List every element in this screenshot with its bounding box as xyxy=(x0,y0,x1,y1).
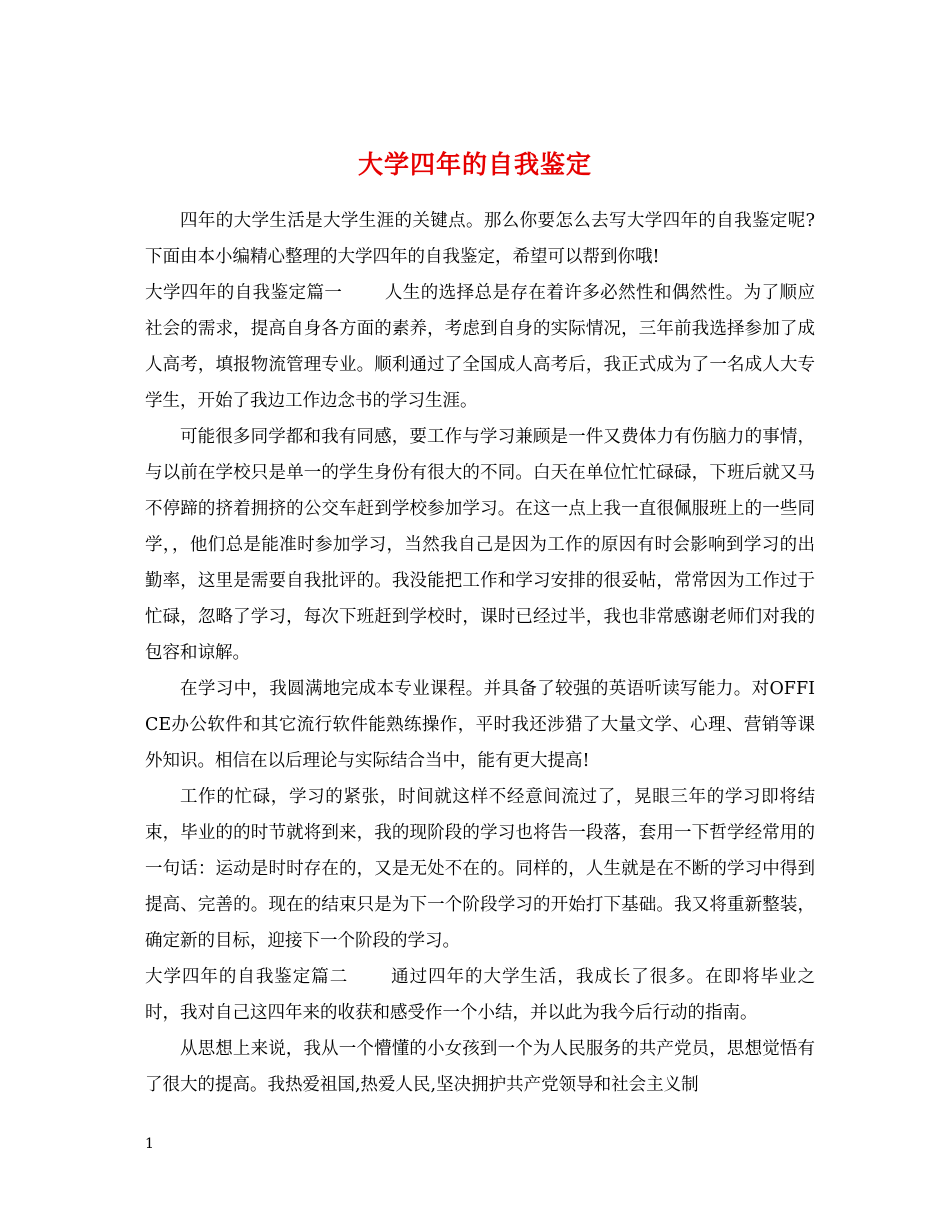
paragraph-text: 通过四年的大学生活，我成长了很多。在即将毕业之时，我对自己这四年来的收获和感受作一个小结，并以此为我今后行动的指南。 xyxy=(145,967,816,1023)
document-body xyxy=(145,203,815,1103)
document-title: 大学四年的自我鉴定 xyxy=(357,149,592,179)
paragraph-text: 四年的大学生活是大学生涯的关键点。那么你要怎么去写大学四年的自我鉴定呢?下面由本小编精心整理的大学四年的自我鉴定，希望可以帮到你哦! xyxy=(145,211,815,267)
paragraph-section-one xyxy=(145,275,815,419)
paragraph-text: 人生的选择总是存在着许多必然性和偶然性。为了顺应社会的需求，提高自身各方面的素养，考虑到自身的实际情况，三年前我选择参加了成人高考，填报物流管理专业。顺利通过了全国成人高考后，我正式成为了一名成人大专学生，开始了我边工作边念书的学习生涯。 xyxy=(145,283,816,411)
section-heading: 大学四年的自我鉴定篇二 xyxy=(145,967,349,987)
page-number: 1 xyxy=(145,1136,154,1152)
paragraph-work-study xyxy=(145,419,815,671)
paragraph-ideology xyxy=(145,1031,815,1103)
paragraph-text: 可能很多同学都和我有同感，要工作与学习兼顾是一件又费体力有伤脑力的事情，与以前在学校只是单一的学生身份有很大的不同。白天在单位忙忙碌碌，下班后就又马不停蹄的挤着拥挤的公交车赶到学校参加学习。在这一点上我一直很佩服班上的一些同学，，他们总是能准时参加学习，当然我自己是因为工作的原因有时会影响到学习的出勤率，这里是需要自我批评的。我没能把工作和学习安排的很妥帖，常常因为工作过于忙碌，忽略了学习，每次下班赶到学校时，课时已经过半，我也非常感谢老师们对我的包容和谅解。 xyxy=(145,427,815,663)
paragraph-intro xyxy=(145,203,815,275)
paragraph-conclusion xyxy=(145,779,815,959)
paragraph-text: 工作的忙碌，学习的紧张，时间就这样不经意间流过了，晃眼三年的学习即将结束，毕业的的时节就将到来，我的现阶段的学习也将告一段落，套用一下哲学经常用的一句话：运动是时时存在的，又是无处不在的。同样的，人生就是在不断的学习中得到提高、完善的。现在的结束只是为下一个阶段学习的开始打下基础。我又将重新整装，确定新的目标，迎接下一个阶段的学习。 xyxy=(145,787,815,951)
paragraph-text: 从思想上来说，我从一个懵懂的小女孩到一个为人民服务的共产党员，思想觉悟有了很大的提高。我热爱祖国,热爱人民,坚决拥护共产党领导和社会主义制 xyxy=(145,1039,815,1095)
paragraph-text: 在学习中，我圆满地完成本专业课程。并具备了较强的英语听读写能力。对OFFICE办公软件和其它流行软件能熟练操作，平时我还涉猎了大量文学、心理、营销等课外知识。相信在以后理论与实际结合当中，能有更大提高! xyxy=(145,679,815,771)
paragraph-section-two xyxy=(145,959,815,1031)
section-heading: 大学四年的自我鉴定篇一 xyxy=(145,283,343,303)
paragraph-courses xyxy=(145,671,815,779)
